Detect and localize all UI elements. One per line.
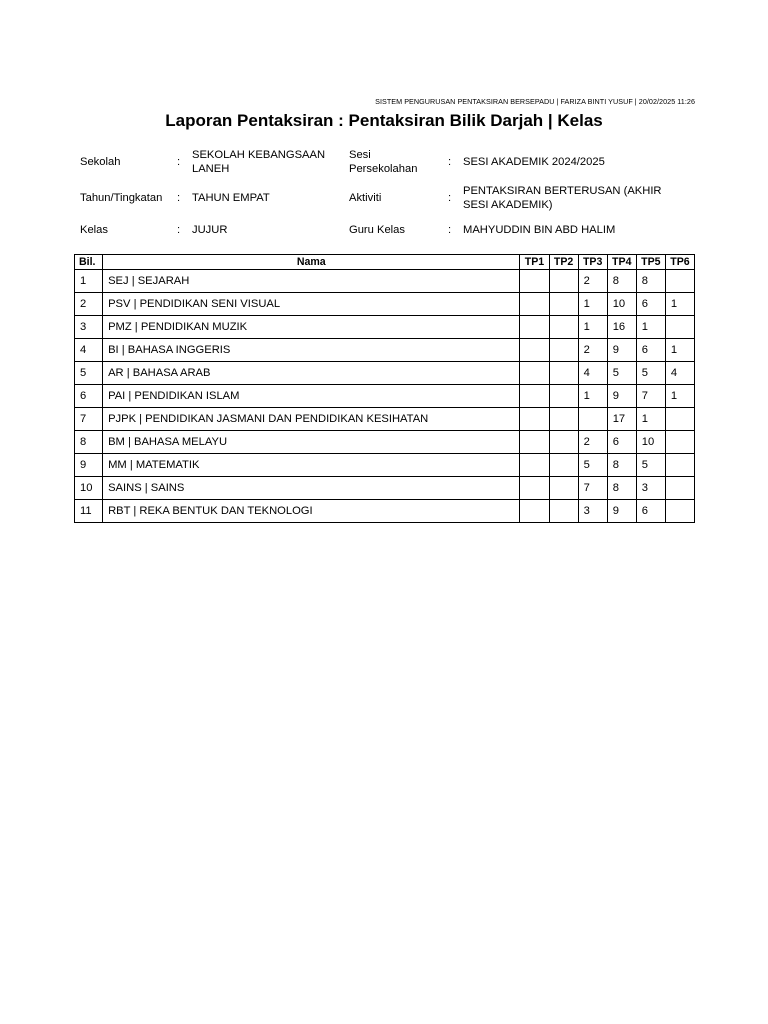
cell-tp6: 1	[665, 339, 694, 362]
table-row	[75, 500, 695, 523]
cell-tp4: 9	[607, 339, 636, 362]
cell-tp3: 2	[578, 431, 607, 454]
cell-nama: SEJ | SEJARAH	[103, 270, 520, 293]
sesi-label: Sesi Persekolahan	[349, 149, 418, 175]
cell-tp6	[665, 408, 694, 431]
cell-tp1	[520, 270, 549, 293]
cell-tp1	[520, 500, 549, 523]
cell-tp3: 7	[578, 477, 607, 500]
cell-tp2	[549, 385, 578, 408]
table-row	[75, 454, 695, 477]
cell-tp6	[665, 316, 694, 339]
cell-tp1	[520, 408, 549, 431]
cell-nama: PAI | PENDIDIKAN ISLAM	[103, 385, 520, 408]
cell-tp3: 3	[578, 500, 607, 523]
cell-tp6: 4	[665, 362, 694, 385]
cell-tp2	[549, 293, 578, 316]
cell-bil: 9	[75, 454, 103, 477]
cell-tp3: 1	[578, 385, 607, 408]
cell-tp1	[520, 454, 549, 477]
cell-tp5: 6	[636, 500, 665, 523]
cell-tp5: 3	[636, 477, 665, 500]
cell-bil: 11	[75, 500, 103, 523]
header-tp5: TP5	[636, 255, 665, 270]
assessment-table	[74, 254, 695, 523]
cell-bil: 2	[75, 293, 103, 316]
cell-bil: 1	[75, 270, 103, 293]
cell-tp2	[549, 477, 578, 500]
cell-bil: 3	[75, 316, 103, 339]
cell-tp4: 8	[607, 270, 636, 293]
cell-nama: MM | MATEMATIK	[103, 454, 520, 477]
cell-bil: 6	[75, 385, 103, 408]
cell-nama: BM | BAHASA MELAYU	[103, 431, 520, 454]
cell-tp2	[549, 454, 578, 477]
tingkatan-label: Tahun/Tingkatan	[80, 192, 163, 204]
guru-kelas-value: MAHYUDDIN BIN ABD HALIM	[463, 224, 616, 236]
cell-tp4: 9	[607, 385, 636, 408]
cell-tp6: 1	[665, 293, 694, 316]
cell-bil: 4	[75, 339, 103, 362]
sekolah-value: SEKOLAH KEBANGSAAN LANEH	[192, 149, 326, 175]
cell-nama: AR | BAHASA ARAB	[103, 362, 520, 385]
cell-tp4: 6	[607, 431, 636, 454]
cell-tp1	[520, 316, 549, 339]
sesi-colon: :	[448, 156, 452, 168]
cell-tp3	[578, 408, 607, 431]
cell-tp6: 1	[665, 385, 694, 408]
cell-bil: 8	[75, 431, 103, 454]
cell-bil: 7	[75, 408, 103, 431]
cell-tp1	[520, 362, 549, 385]
table-row	[75, 385, 695, 408]
cell-tp4: 10	[607, 293, 636, 316]
cell-tp4: 17	[607, 408, 636, 431]
cell-tp5: 10	[636, 431, 665, 454]
header-nama: Nama	[103, 255, 520, 270]
cell-tp6	[665, 477, 694, 500]
aktiviti-colon: :	[448, 192, 452, 204]
cell-bil: 10	[75, 477, 103, 500]
cell-tp5: 1	[636, 408, 665, 431]
table-row	[75, 408, 695, 431]
table-row	[75, 477, 695, 500]
cell-tp1	[520, 477, 549, 500]
cell-tp4: 8	[607, 477, 636, 500]
aktiviti-value: PENTAKSIRAN BERTERUSAN (AKHIR SESI AKADEMIK)	[463, 185, 662, 211]
cell-tp5: 5	[636, 362, 665, 385]
cell-tp3: 4	[578, 362, 607, 385]
cell-bil: 5	[75, 362, 103, 385]
cell-tp3: 1	[578, 316, 607, 339]
table-row	[75, 270, 695, 293]
header-tp2: TP2	[549, 255, 578, 270]
cell-tp4: 8	[607, 454, 636, 477]
cell-tp4: 16	[607, 316, 636, 339]
guru-kelas-label: Guru Kelas	[349, 224, 405, 236]
sesi-value: SESI AKADEMIK 2024/2025	[463, 156, 605, 168]
tingkatan-colon: :	[177, 192, 181, 204]
header-tp4: TP4	[607, 255, 636, 270]
cell-nama: RBT | REKA BENTUK DAN TEKNOLOGI	[103, 500, 520, 523]
table-row	[75, 316, 695, 339]
header-bil: Bil.	[75, 255, 103, 270]
header-tp1: TP1	[520, 255, 549, 270]
table-row	[75, 362, 695, 385]
cell-tp6	[665, 431, 694, 454]
header-tp6: TP6	[665, 255, 694, 270]
cell-tp6	[665, 500, 694, 523]
guru-kelas-colon: :	[448, 224, 452, 236]
aktiviti-label: Aktiviti	[349, 192, 382, 204]
cell-tp6	[665, 454, 694, 477]
cell-tp3: 1	[578, 293, 607, 316]
report-title: Laporan Pentaksiran : Pentaksiran Bilik Darjah | Kelas	[165, 111, 603, 130]
cell-tp2	[549, 339, 578, 362]
cell-tp5: 5	[636, 454, 665, 477]
cell-tp4: 9	[607, 500, 636, 523]
cell-tp1	[520, 431, 549, 454]
table-row	[75, 431, 695, 454]
cell-tp1	[520, 293, 549, 316]
table-row	[75, 339, 695, 362]
cell-nama: PSV | PENDIDIKAN SENI VISUAL	[103, 293, 520, 316]
cell-tp5: 7	[636, 385, 665, 408]
cell-tp1	[520, 385, 549, 408]
cell-tp2	[549, 408, 578, 431]
table-header-row	[75, 255, 695, 270]
kelas-value: JUJUR	[192, 224, 228, 236]
cell-tp3: 5	[578, 454, 607, 477]
cell-tp3: 2	[578, 270, 607, 293]
tingkatan-value: TAHUN EMPAT	[192, 192, 270, 204]
system-header-line: SISTEM PENGURUSAN PENTAKSIRAN BERSEPADU | FARIZA BINTI YUSUF | 20/02/2025 11:26	[375, 97, 695, 106]
cell-tp5: 8	[636, 270, 665, 293]
cell-tp6	[665, 270, 694, 293]
header-tp3: TP3	[578, 255, 607, 270]
cell-tp2	[549, 316, 578, 339]
cell-tp2	[549, 270, 578, 293]
cell-tp2	[549, 431, 578, 454]
kelas-label: Kelas	[80, 224, 108, 236]
cell-nama: PJPK | PENDIDIKAN JASMANI DAN PENDIDIKAN KESIHATAN	[103, 408, 520, 431]
cell-nama: PMZ | PENDIDIKAN MUZIK	[103, 316, 520, 339]
sekolah-colon: :	[177, 156, 181, 168]
cell-tp2	[549, 362, 578, 385]
kelas-colon: :	[177, 224, 181, 236]
cell-tp5: 1	[636, 316, 665, 339]
cell-tp2	[549, 500, 578, 523]
cell-tp3: 2	[578, 339, 607, 362]
cell-nama: BI | BAHASA INGGERIS	[103, 339, 520, 362]
cell-tp1	[520, 339, 549, 362]
cell-tp5: 6	[636, 339, 665, 362]
cell-tp4: 5	[607, 362, 636, 385]
cell-tp5: 6	[636, 293, 665, 316]
sekolah-label: Sekolah	[80, 156, 121, 168]
table-row	[75, 293, 695, 316]
cell-nama: SAINS | SAINS	[103, 477, 520, 500]
